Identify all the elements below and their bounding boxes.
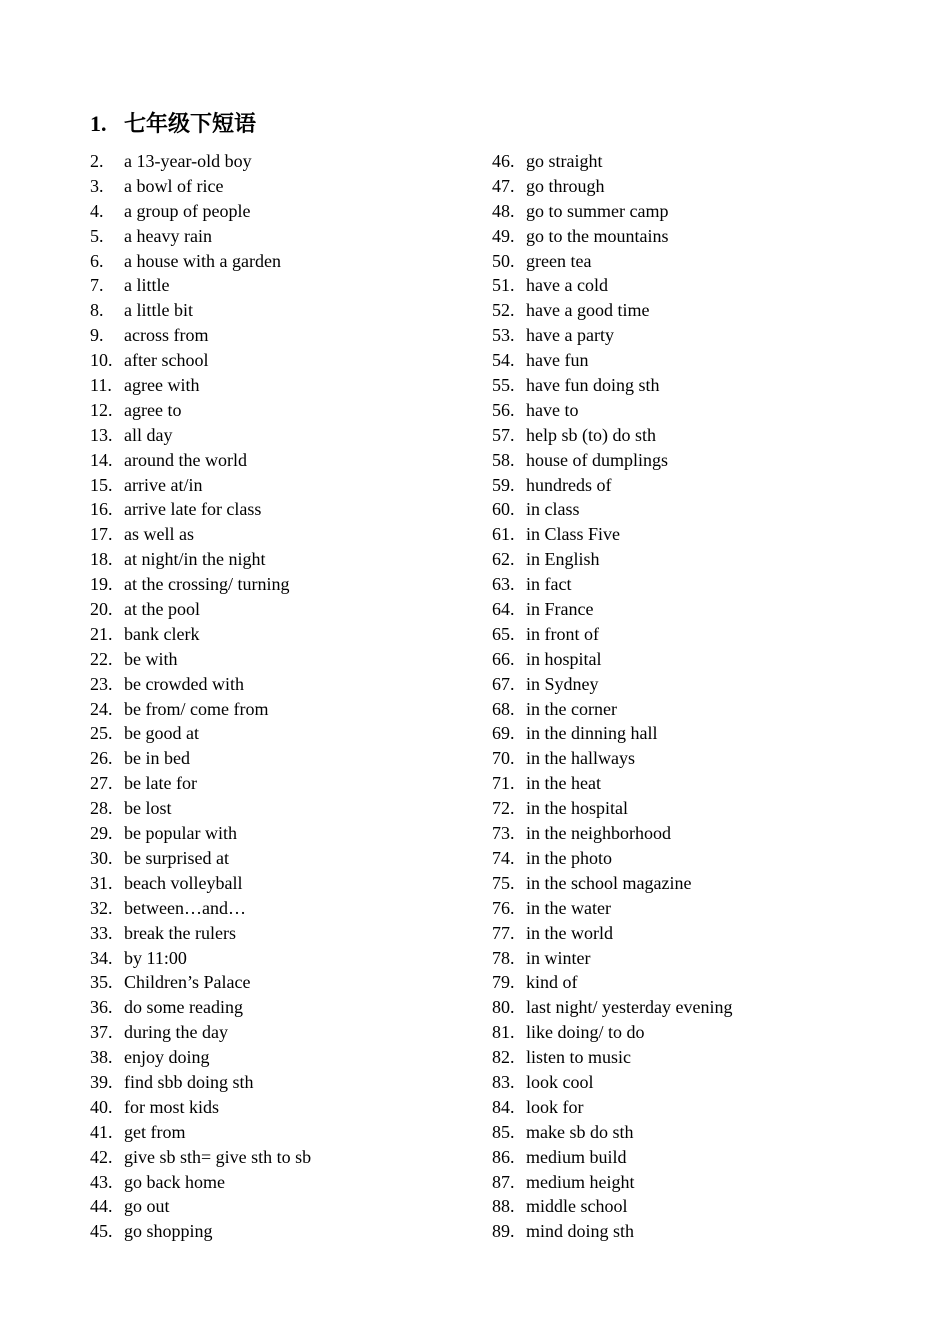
phrase-list-item [492,771,892,796]
phrase-number: 35. [90,972,113,993]
phrase-number: 79. [492,972,515,993]
heading-number: 1. [90,111,107,136]
phrase-list-item [492,995,892,1020]
phrase-text: arrive at/in [124,474,203,495]
phrase-list-item [90,1120,480,1145]
phrase-list-item [492,473,892,498]
phrase-number: 31. [90,872,113,893]
phrase-number: 51. [492,275,515,296]
phrase-list-item [492,1219,892,1244]
phrase-text: all day [124,424,173,445]
phrase-list-item [492,298,892,323]
phrase-text: during the day [124,1022,228,1043]
phrase-text: have a party [526,325,614,346]
phrase-number: 85. [492,1121,515,1142]
phrase-text: give sb sth= give sth to sb [124,1146,312,1167]
phrase-list-item [492,746,892,771]
phrase-number: 82. [492,1047,515,1068]
phrase-list-item [492,448,892,473]
phrase-list-item [492,846,892,871]
phrase-list-item [90,373,480,398]
phrase-text: in the neighborhood [526,823,671,844]
phrase-text: hundreds of [526,474,612,495]
phrase-list-item [90,398,480,423]
phrase-list-item [492,647,892,672]
phrase-list-item [90,273,480,298]
phrase-number: 64. [492,599,515,620]
phrase-number: 80. [492,997,515,1018]
phrase-list-item [90,249,480,274]
phrase-text: in winter [526,947,591,968]
phrase-text: a group of people [124,200,251,221]
phrase-list-item [492,697,892,722]
phrase-text: after school [124,350,209,371]
phrase-list-item [90,597,480,622]
phrase-text: around the world [124,449,247,470]
phrase-list-item [90,497,480,522]
phrase-text: go shopping [124,1221,213,1242]
phrase-number: 52. [492,300,515,321]
phrase-list-item [90,1170,480,1195]
phrase-list-item [492,547,892,572]
phrase-number: 28. [90,798,113,819]
phrase-text: look for [526,1096,584,1117]
phrase-text: in fact [526,574,572,595]
phrase-text: find sbb doing sth [124,1071,254,1092]
phrase-list-item [492,796,892,821]
phrase-number: 3. [90,175,104,196]
phrase-list-item [90,970,480,995]
phrase-number: 15. [90,474,113,495]
phrase-list-item [492,1045,892,1070]
phrase-text: house of dumplings [526,449,668,470]
phrase-number: 25. [90,723,113,744]
phrase-number: 14. [90,449,113,470]
phrase-number: 30. [90,847,113,868]
phrase-text: in hospital [526,648,602,669]
phrase-text: look cool [526,1071,594,1092]
phrase-list-item [90,1145,480,1170]
phrase-number: 39. [90,1071,113,1092]
phrase-text: be crowded with [124,673,244,694]
phrase-text: a bowl of rice [124,175,224,196]
phrase-list-item [492,273,892,298]
phrase-number: 71. [492,773,515,794]
phrase-number: 11. [90,375,112,396]
phrase-list-item [90,423,480,448]
phrase-number: 18. [90,549,113,570]
phrase-text: be from/ come from [124,698,269,719]
phrase-list-item [90,921,480,946]
phrase-text: in English [526,549,600,570]
phrase-list-item [492,1170,892,1195]
phrase-number: 65. [492,623,515,644]
phrase-number: 78. [492,947,515,968]
phrase-text: in the hospital [526,798,628,819]
phrase-number: 88. [492,1196,515,1217]
phrase-number: 67. [492,673,515,694]
phrase-list-item [492,1145,892,1170]
phrase-text: go back home [124,1171,225,1192]
phrase-list-item [90,473,480,498]
phrase-number: 34. [90,947,113,968]
phrase-number: 45. [90,1221,113,1242]
phrase-number: 23. [90,673,113,694]
phrase-text: agree to [124,399,182,420]
phrase-list-item [492,323,892,348]
phrase-text: listen to music [526,1047,631,1068]
phrase-text: have fun [526,350,589,371]
phrase-text: in front of [526,623,599,644]
phrase-list-item [90,746,480,771]
phrase-list-item [492,921,892,946]
phrase-text: between…and… [124,897,246,918]
phrase-text: be in bed [124,748,190,769]
phrase-list-item [90,199,480,224]
phrase-number: 2. [90,151,104,171]
phrase-number: 46. [492,151,515,171]
phrase-list-item [492,946,892,971]
phrase-number: 76. [492,897,515,918]
phrase-number: 49. [492,225,515,246]
phrase-list-item [492,1070,892,1095]
phrase-list-item [492,348,892,373]
phrase-text: enjoy doing [124,1047,210,1068]
phrase-text: break the rulers [124,922,236,943]
phrase-list-item [90,622,480,647]
phrase-text: for most kids [124,1096,220,1117]
phrase-number: 29. [90,823,113,844]
phrase-number: 59. [492,474,515,495]
phrase-list-item [90,697,480,722]
phrase-text: help sb (to) do sth [526,424,656,445]
phrase-text: get from [124,1121,186,1142]
phrase-text: beach volleyball [124,872,243,893]
phrase-list-item [90,522,480,547]
phrase-number: 47. [492,175,515,196]
phrase-number: 44. [90,1196,113,1217]
phrase-text: be lost [124,798,172,819]
phrase-number: 75. [492,872,515,893]
phrase-number: 55. [492,375,515,396]
phrase-list-item [90,1095,480,1120]
phrase-text: in the world [526,922,613,943]
phrase-list-item [492,174,892,199]
phrase-text: a little bit [124,300,193,321]
phrase-number: 77. [492,922,515,943]
phrase-text: have a cold [526,275,608,296]
phrase-number: 7. [90,275,104,296]
phrase-text: kind of [526,972,578,993]
phrase-number: 83. [492,1071,515,1092]
phrase-number: 68. [492,698,515,719]
phrase-list-item [90,348,480,373]
phrase-number: 41. [90,1121,113,1142]
phrase-text: a house with a garden [124,250,281,271]
phrase-list-item [90,572,480,597]
phrase-number: 19. [90,574,113,595]
phrase-list-item [492,249,892,274]
phrase-list-item [90,672,480,697]
phrase-text: be popular with [124,823,237,844]
phrase-list-item [90,1194,480,1219]
phrase-list-item [90,796,480,821]
phrase-number: 61. [492,524,515,545]
phrase-list-item [90,224,480,249]
phrase-number: 54. [492,350,515,371]
phrase-number: 87. [492,1171,515,1192]
phrase-text: have to [526,399,579,420]
phrase-text: in Sydney [526,673,599,694]
phrase-list-item [90,1020,480,1045]
phrase-number: 60. [492,499,515,520]
phrase-number: 69. [492,723,515,744]
phrase-list-item [492,522,892,547]
phrase-list-item [90,298,480,323]
phrase-list-item [492,373,892,398]
phrase-text: medium build [526,1146,627,1167]
phrase-text: agree with [124,375,200,396]
phrase-text: in the school magazine [526,872,692,893]
phrase-text: in the hallways [526,748,635,769]
phrase-text: in Class Five [526,524,621,545]
heading-title: 七年级下短语 [124,111,257,136]
phrase-text: be good at [124,723,199,744]
phrase-number: 89. [492,1221,515,1242]
phrase-number: 73. [492,823,515,844]
phrase-text: at the crossing/ turning [124,574,290,595]
phrase-text: go out [124,1196,170,1217]
phrase-number: 13. [90,424,113,445]
phrase-list-item [492,224,892,249]
phrase-list-item [90,995,480,1020]
phrase-list-item [90,721,480,746]
phrase-text: in the heat [526,773,601,794]
phrase-number: 5. [90,225,104,246]
phrase-text: Children’s Palace [124,972,251,993]
phrase-number: 58. [492,449,515,470]
phrase-text: go to the mountains [526,225,669,246]
phrase-number: 84. [492,1096,515,1117]
phrase-number: 10. [90,350,113,371]
phrase-text: go straight [526,151,603,171]
phrase-list-item [492,1020,892,1045]
phrase-text: a little [124,275,170,296]
phrase-number: 17. [90,524,113,545]
phrase-list-right-column [492,149,892,1244]
phrase-list-item [492,821,892,846]
phrase-number: 74. [492,847,515,868]
phrase-number: 27. [90,773,113,794]
phrase-text: at night/in the night [124,549,266,570]
phrase-text: a 13-year-old boy [124,151,252,171]
phrase-number: 50. [492,250,515,271]
phrase-list-left-column [90,149,480,1244]
phrase-text: last night/ yesterday evening [526,997,733,1018]
phrase-number: 70. [492,748,515,769]
phrase-text: have fun doing sth [526,375,660,396]
phrase-text: have a good time [526,300,650,321]
list-heading [90,108,256,140]
phrase-text: in class [526,499,580,520]
phrase-text: across from [124,325,209,346]
phrase-text: in the corner [526,698,617,719]
phrase-number: 81. [492,1022,515,1043]
phrase-text: a heavy rain [124,225,212,246]
phrase-number: 66. [492,648,515,669]
phrase-number: 4. [90,200,104,221]
phrase-text: at the pool [124,599,200,620]
phrase-number: 63. [492,574,515,595]
phrase-number: 9. [90,325,104,346]
phrase-text: in the dinning hall [526,723,658,744]
phrase-number: 53. [492,325,515,346]
phrase-list-item [90,946,480,971]
phrase-list-item [492,871,892,896]
phrase-list-item [90,1070,480,1095]
phrase-text: arrive late for class [124,499,262,520]
phrase-list-item [492,1120,892,1145]
phrase-number: 26. [90,748,113,769]
phrase-text: go to summer camp [526,200,669,221]
phrase-text: be with [124,648,178,669]
phrase-number: 32. [90,897,113,918]
phrase-list-item [90,896,480,921]
phrase-text: make sb do sth [526,1121,634,1142]
phrase-number: 21. [90,623,113,644]
phrase-number: 12. [90,399,113,420]
phrase-list-item [492,497,892,522]
phrase-text: green tea [526,250,592,271]
phrase-number: 6. [90,250,104,271]
phrase-text: middle school [526,1196,628,1217]
phrase-text: do some reading [124,997,243,1018]
phrase-number: 42. [90,1146,113,1167]
phrase-list-item [492,970,892,995]
phrase-number: 8. [90,300,104,321]
phrase-text: in the photo [526,847,612,868]
phrase-number: 37. [90,1022,113,1043]
phrase-text: in the water [526,897,611,918]
phrase-text: as well as [124,524,194,545]
phrase-list-item [492,149,892,174]
phrase-list-item [492,672,892,697]
phrase-number: 33. [90,922,113,943]
phrase-list-item [492,597,892,622]
phrase-list-item [492,622,892,647]
phrase-number: 57. [492,424,515,445]
phrase-list-item [492,423,892,448]
phrase-number: 20. [90,599,113,620]
phrase-list-item [90,1219,480,1244]
phrase-number: 56. [492,399,515,420]
phrase-text: by 11:00 [124,947,187,968]
phrase-text: be late for [124,773,197,794]
phrase-number: 38. [90,1047,113,1068]
phrase-list-item [492,572,892,597]
phrase-number: 48. [492,200,515,221]
phrase-list-item [90,647,480,672]
phrase-list-item [492,896,892,921]
phrase-text: mind doing sth [526,1221,635,1242]
phrase-list-item [90,149,480,174]
phrase-text: go through [526,175,605,196]
phrase-text: like doing/ to do [526,1022,645,1043]
phrase-list-item [492,398,892,423]
phrase-list-item [492,721,892,746]
phrase-number: 22. [90,648,113,669]
phrase-list-item [90,821,480,846]
phrase-number: 86. [492,1146,515,1167]
phrase-number: 36. [90,997,113,1018]
phrase-number: 40. [90,1096,113,1117]
phrase-list-item [90,547,480,572]
phrase-list-item [90,448,480,473]
phrase-list-item [90,323,480,348]
phrase-number: 16. [90,499,113,520]
phrase-list-item [90,871,480,896]
phrase-number: 62. [492,549,515,570]
phrase-number: 72. [492,798,515,819]
phrase-list-item [90,846,480,871]
phrase-list-item [90,1045,480,1070]
phrase-list-item [492,199,892,224]
phrase-text: in France [526,599,594,620]
phrase-number: 43. [90,1171,113,1192]
phrase-list-item [492,1095,892,1120]
phrase-list-item [492,1194,892,1219]
phrase-text: medium height [526,1171,635,1192]
phrase-text: bank clerk [124,623,200,644]
phrase-list-item [90,174,480,199]
phrase-number: 24. [90,698,113,719]
phrase-list-item [90,771,480,796]
phrase-text: be surprised at [124,847,229,868]
